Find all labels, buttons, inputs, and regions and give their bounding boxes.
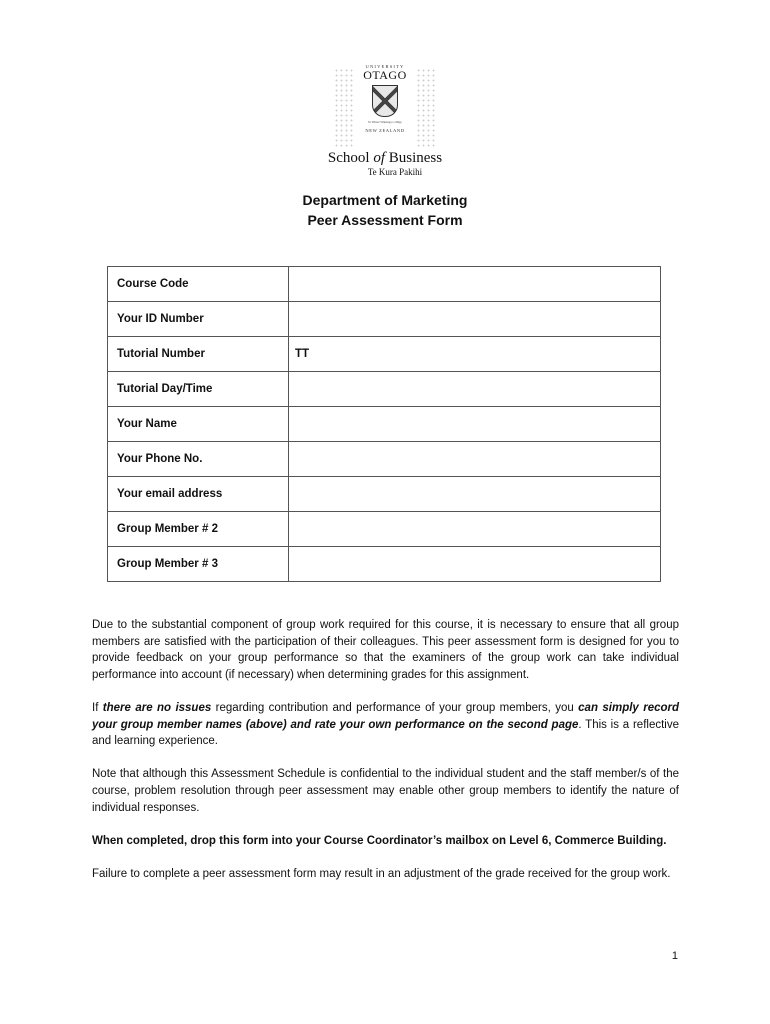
table-row bbox=[108, 407, 661, 442]
logo-university-text: UNIVERSITY bbox=[365, 64, 405, 69]
confidentiality-paragraph: Note that although this Assessment Schedule is confidential to the individual student and the staff member/s of the course, problem resolution through peer assessment may enable other group members to identify the nature of individual responses. bbox=[92, 768, 679, 814]
school-name-post: Business bbox=[385, 150, 443, 166]
penalty-paragraph: Failure to complete a peer assessment form may result in an adjustment of the grade received for the group work. bbox=[92, 867, 671, 880]
p2-emphasis-b: there are no issues bbox=[102, 701, 212, 714]
row-label: Tutorial Number bbox=[108, 337, 289, 372]
table-row bbox=[108, 512, 661, 547]
row-label: Group Member # 3 bbox=[108, 547, 289, 582]
table-row bbox=[108, 547, 661, 582]
name-field[interactable] bbox=[289, 407, 661, 442]
row-label: Group Member # 2 bbox=[108, 512, 289, 547]
email-field[interactable] bbox=[289, 477, 661, 512]
department-title: Department of Marketing bbox=[302, 192, 468, 208]
logo-pattern-left bbox=[334, 68, 354, 148]
table-row bbox=[108, 337, 661, 372]
group-member-3-field[interactable] bbox=[289, 547, 661, 582]
course-code-field[interactable] bbox=[289, 267, 661, 302]
school-heading bbox=[0, 150, 770, 177]
row-label: Course Code bbox=[108, 267, 289, 302]
crest-icon bbox=[372, 85, 398, 117]
table-row bbox=[108, 302, 661, 337]
p2-text-c: regarding contribution and performance of your group members, you bbox=[211, 701, 579, 714]
form-title bbox=[0, 190, 770, 230]
row-label: Your Name bbox=[108, 407, 289, 442]
p2-emphasis-d: can simply record your group member names (above) and rate your own performance on the second page bbox=[92, 701, 680, 731]
submission-paragraph: When completed, drop this form into your Course Coordinator’s mailbox on Level 6, Commerce Building. bbox=[92, 834, 667, 847]
p2-text-e: . This is a reflective and learning experience. bbox=[92, 718, 679, 748]
school-name bbox=[0, 150, 770, 167]
logo-pattern-right bbox=[416, 68, 436, 148]
logo-motto: Te Whare Wānanga o Otāgo bbox=[368, 120, 402, 124]
table-row bbox=[108, 267, 661, 302]
page-number: 1 bbox=[671, 950, 678, 962]
school-name-pre: School bbox=[327, 150, 374, 166]
logo-country: NEW ZEALAND bbox=[365, 128, 405, 133]
university-logo bbox=[356, 64, 414, 154]
row-label: Your ID Number bbox=[108, 302, 289, 337]
intro-paragraph: Due to the substantial component of group work required for this course, it is necessary to ensure that all group members are satisfied with the participation of their colleagues. This peer assessment form is designed for you to provide feedback on your group performance so that the examiners of the group work can take individual performance into account (if necessary) when determining grades for this assignment. bbox=[92, 619, 679, 681]
p2-text-a: If bbox=[92, 701, 103, 714]
phone-field[interactable] bbox=[289, 442, 661, 477]
id-number-field[interactable] bbox=[289, 302, 661, 337]
table-row bbox=[108, 477, 661, 512]
tutorial-daytime-field[interactable] bbox=[289, 372, 661, 407]
group-member-2-field[interactable] bbox=[289, 512, 661, 547]
row-label: Tutorial Day/Time bbox=[108, 372, 289, 407]
logo-otago-text: OTAGO bbox=[363, 68, 407, 82]
row-label: Your Phone No. bbox=[108, 442, 289, 477]
row-label: Your email address bbox=[108, 477, 289, 512]
instructions-text bbox=[92, 617, 679, 899]
school-subtitle: Te Kura Pakihi bbox=[367, 167, 423, 177]
school-name-of: of bbox=[373, 150, 385, 166]
table-row bbox=[108, 442, 661, 477]
no-issues-paragraph bbox=[92, 700, 679, 750]
form-name-title: Peer Assessment Form bbox=[307, 212, 463, 228]
tutorial-number-field[interactable]: TT bbox=[289, 337, 661, 372]
student-details-table bbox=[107, 266, 661, 582]
table-row bbox=[108, 372, 661, 407]
